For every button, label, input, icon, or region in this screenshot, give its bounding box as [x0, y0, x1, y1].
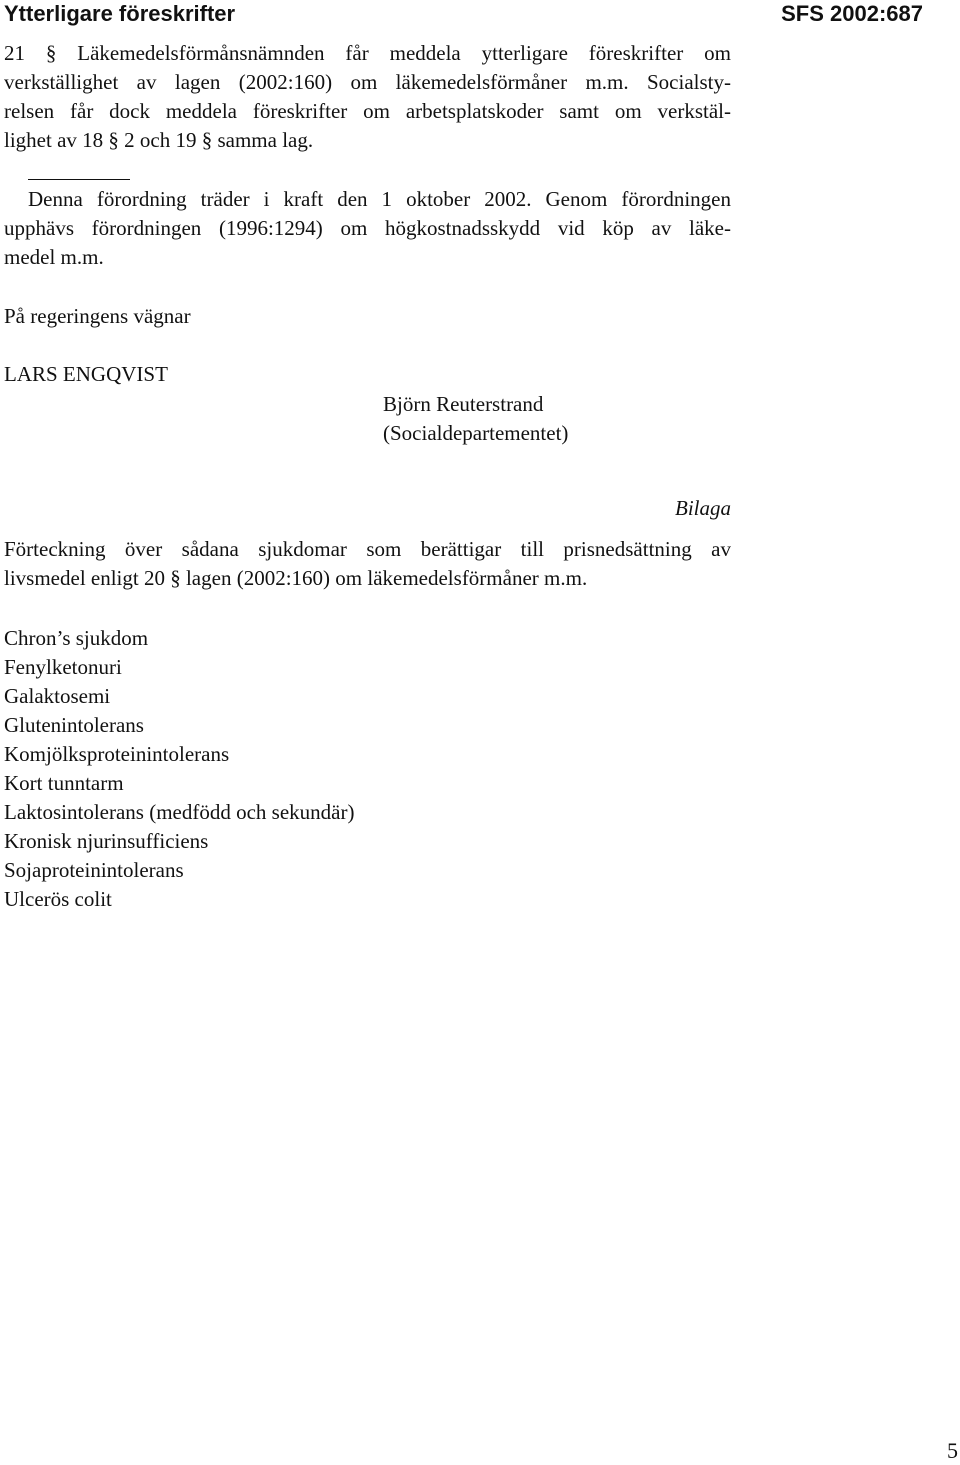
- disease-item: Kort tunntarm: [4, 771, 124, 795]
- disease-item: Fenylketonuri: [4, 655, 122, 679]
- sfs-number: SFS 2002:687: [781, 1, 923, 26]
- entry-into-force-line: upphävs förordningen (1996:1294) om högkostnadsskydd vid köp av läke-: [4, 216, 731, 240]
- minister-name: LARS ENGQVIST: [4, 362, 168, 386]
- disease-item: Laktosintolerans (medfödd och sekundär): [4, 800, 355, 824]
- disease-list: [4, 624, 354, 914]
- official-name: Björn Reuterstrand: [383, 392, 544, 416]
- paragraph-21: [4, 39, 731, 155]
- disease-item: Ulcerös colit: [4, 887, 112, 911]
- section-heading: Ytterligare föreskrifter: [4, 1, 236, 26]
- appendix-intro-line: Förteckning över sådana sjukdomar som berättigar till prisnedsättning av: [4, 537, 731, 561]
- entry-into-force-line: Denna förordning träder i kraft den 1 oktober 2002. Genom förordningen: [28, 187, 731, 211]
- paragraph-21-line: 21 § Läkemedelsförmånsnämnden får meddela ytterligare föreskrifter om: [4, 41, 731, 65]
- transition-rule: [28, 179, 130, 180]
- appendix-label: Bilaga: [675, 496, 731, 520]
- paragraph-21-line: relsen får dock meddela föreskrifter om arbetsplatskoder samt om verkstäl-: [4, 99, 731, 123]
- appendix-intro-line: livsmedel enligt 20 § lagen (2002:160) om läkemedelsförmåner m.m.: [4, 566, 588, 590]
- disease-item: Galaktosemi: [4, 684, 111, 708]
- department-name: (Socialdepartementet): [383, 421, 569, 445]
- disease-item: Glutenintolerans: [4, 713, 144, 737]
- entry-into-force: [4, 185, 731, 272]
- page-number: 5: [947, 1438, 958, 1463]
- disease-item: Komjölksproteinintolerans: [4, 742, 230, 766]
- disease-item: Kronisk njurinsufficiens: [4, 829, 209, 853]
- paragraph-21-line: lighet av 18 § 2 och 19 § samma lag.: [4, 128, 314, 152]
- appendix-intro: [4, 535, 731, 593]
- disease-item: Sojaproteinintolerans: [4, 858, 184, 882]
- paragraph-21-line: verkställighet av lagen (2002:160) om läkemedelsförmåner m.m. Socialsty-: [4, 70, 731, 94]
- on-behalf-text: På regeringens vägnar: [4, 304, 191, 328]
- disease-item: Chron’s sjukdom: [4, 626, 149, 650]
- entry-into-force-line: medel m.m.: [4, 245, 104, 269]
